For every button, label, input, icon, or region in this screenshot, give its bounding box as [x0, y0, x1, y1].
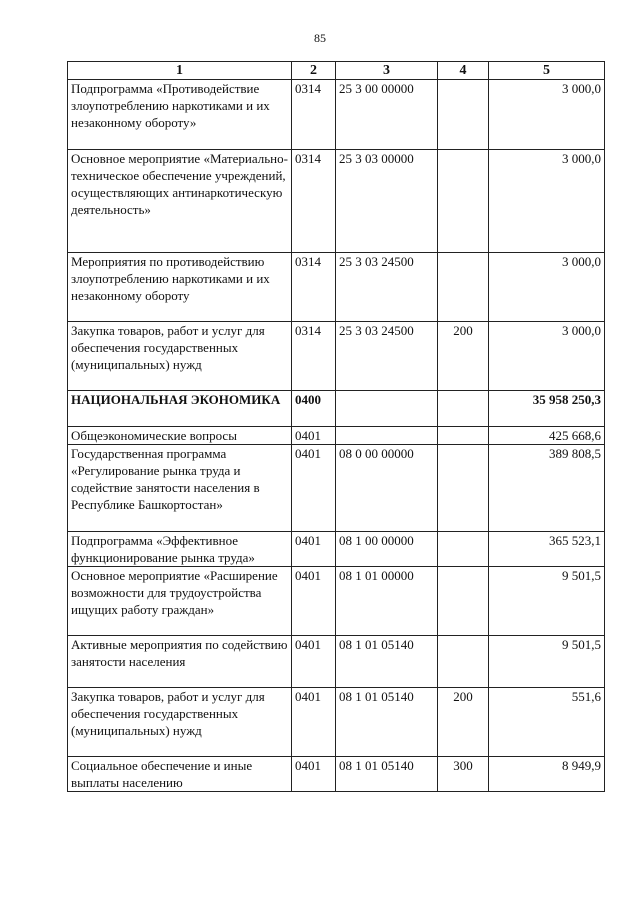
table-row — [68, 253, 605, 322]
row-section-cell: 0401 — [292, 427, 336, 445]
row-target-cell: 08 1 00 00000 — [336, 532, 438, 567]
row-expense-cell — [438, 80, 489, 150]
row-name-cell: Закупка товаров, работ и услуг для обеспечения государственных (муниципальных) нужд — [68, 322, 292, 391]
row-target-cell: 25 3 03 24500 — [336, 322, 438, 391]
row-name-cell: Общеэкономические вопросы — [68, 427, 292, 445]
row-expense-cell — [438, 567, 489, 636]
row-target-cell — [336, 391, 438, 427]
row-target-cell: 08 1 01 00000 — [336, 567, 438, 636]
table-row — [68, 150, 605, 253]
header-col-5: 5 — [489, 62, 605, 80]
row-expense-cell — [438, 150, 489, 253]
row-expense-cell — [438, 253, 489, 322]
row-name-cell: Основное мероприятие «Материально-техническое обеспечение учреждений, осуществляющих антинаркотическую деятельность» — [68, 150, 292, 253]
row-target-cell: 25 3 03 00000 — [336, 150, 438, 253]
table-row — [68, 391, 605, 427]
row-section-cell: 0401 — [292, 445, 336, 532]
header-col-4: 4 — [438, 62, 489, 80]
row-section-cell: 0314 — [292, 322, 336, 391]
budget-table — [67, 61, 605, 792]
table-body — [68, 80, 605, 792]
table-row — [68, 636, 605, 688]
row-target-cell: 08 1 01 05140 — [336, 636, 438, 688]
row-target-cell: 08 0 00 00000 — [336, 445, 438, 532]
table-row — [68, 688, 605, 757]
row-target-cell: 25 3 03 24500 — [336, 253, 438, 322]
row-section-cell: 0401 — [292, 532, 336, 567]
row-sum-cell: 9 501,5 — [489, 567, 605, 636]
row-expense-cell — [438, 445, 489, 532]
row-expense-cell — [438, 636, 489, 688]
row-name-cell: Основное мероприятие «Расширение возможности для трудоустройства ищущих работу граждан» — [68, 567, 292, 636]
page-number: 85 — [314, 31, 326, 45]
row-name-cell: Подпрограмма «Противодействие злоупотреблению наркотиками и их незаконному обороту» — [68, 80, 292, 150]
row-sum-cell: 425 668,6 — [489, 427, 605, 445]
row-section-cell: 0401 — [292, 757, 336, 792]
table-row — [68, 80, 605, 150]
row-sum-cell: 9 501,5 — [489, 636, 605, 688]
table-row — [68, 445, 605, 532]
row-sum-cell: 3 000,0 — [489, 253, 605, 322]
header-col-3: 3 — [336, 62, 438, 80]
row-section-cell: 0401 — [292, 636, 336, 688]
row-name-cell: Закупка товаров, работ и услуг для обеспечения государственных (муниципальных) нужд — [68, 688, 292, 757]
row-name-cell: Подпрограмма «Эффективное функционирование рынка труда» — [68, 532, 292, 567]
row-sum-cell: 3 000,0 — [489, 150, 605, 253]
row-expense-cell — [438, 532, 489, 567]
table-row — [68, 757, 605, 792]
row-sum-cell: 35 958 250,3 — [489, 391, 605, 427]
row-name-cell: Мероприятия по противодействию злоупотреблению наркотиками и их незаконному обороту — [68, 253, 292, 322]
row-name-cell: Социальное обеспечение и иные выплаты населению — [68, 757, 292, 792]
table-row — [68, 567, 605, 636]
row-section-cell: 0401 — [292, 688, 336, 757]
row-sum-cell: 8 949,9 — [489, 757, 605, 792]
row-sum-cell: 389 808,5 — [489, 445, 605, 532]
row-section-cell: 0314 — [292, 253, 336, 322]
header-col-2: 2 — [292, 62, 336, 80]
row-section-cell: 0400 — [292, 391, 336, 427]
row-target-cell: 25 3 00 00000 — [336, 80, 438, 150]
row-expense-cell: 200 — [438, 322, 489, 391]
row-section-cell: 0314 — [292, 150, 336, 253]
row-sum-cell: 3 000,0 — [489, 80, 605, 150]
row-target-cell: 08 1 01 05140 — [336, 688, 438, 757]
row-name-cell: НАЦИОНАЛЬНАЯ ЭКОНОМИКА — [68, 391, 292, 427]
header-col-1: 1 — [68, 62, 292, 80]
row-name-cell: Государственная программа «Регулирование рынка труда и содействие занятости населения в Республике Башкортостан» — [68, 445, 292, 532]
row-sum-cell: 551,6 — [489, 688, 605, 757]
row-sum-cell: 365 523,1 — [489, 532, 605, 567]
table-row — [68, 322, 605, 391]
row-expense-cell: 200 — [438, 688, 489, 757]
row-expense-cell — [438, 427, 489, 445]
header-row — [68, 62, 605, 80]
row-section-cell: 0314 — [292, 80, 336, 150]
table-row — [68, 532, 605, 567]
row-section-cell: 0401 — [292, 567, 336, 636]
row-name-cell: Активные мероприятия по содействию занятости населения — [68, 636, 292, 688]
table-row — [68, 427, 605, 445]
row-sum-cell: 3 000,0 — [489, 322, 605, 391]
row-expense-cell: 300 — [438, 757, 489, 792]
row-target-cell — [336, 427, 438, 445]
row-target-cell: 08 1 01 05140 — [336, 757, 438, 792]
row-expense-cell — [438, 391, 489, 427]
